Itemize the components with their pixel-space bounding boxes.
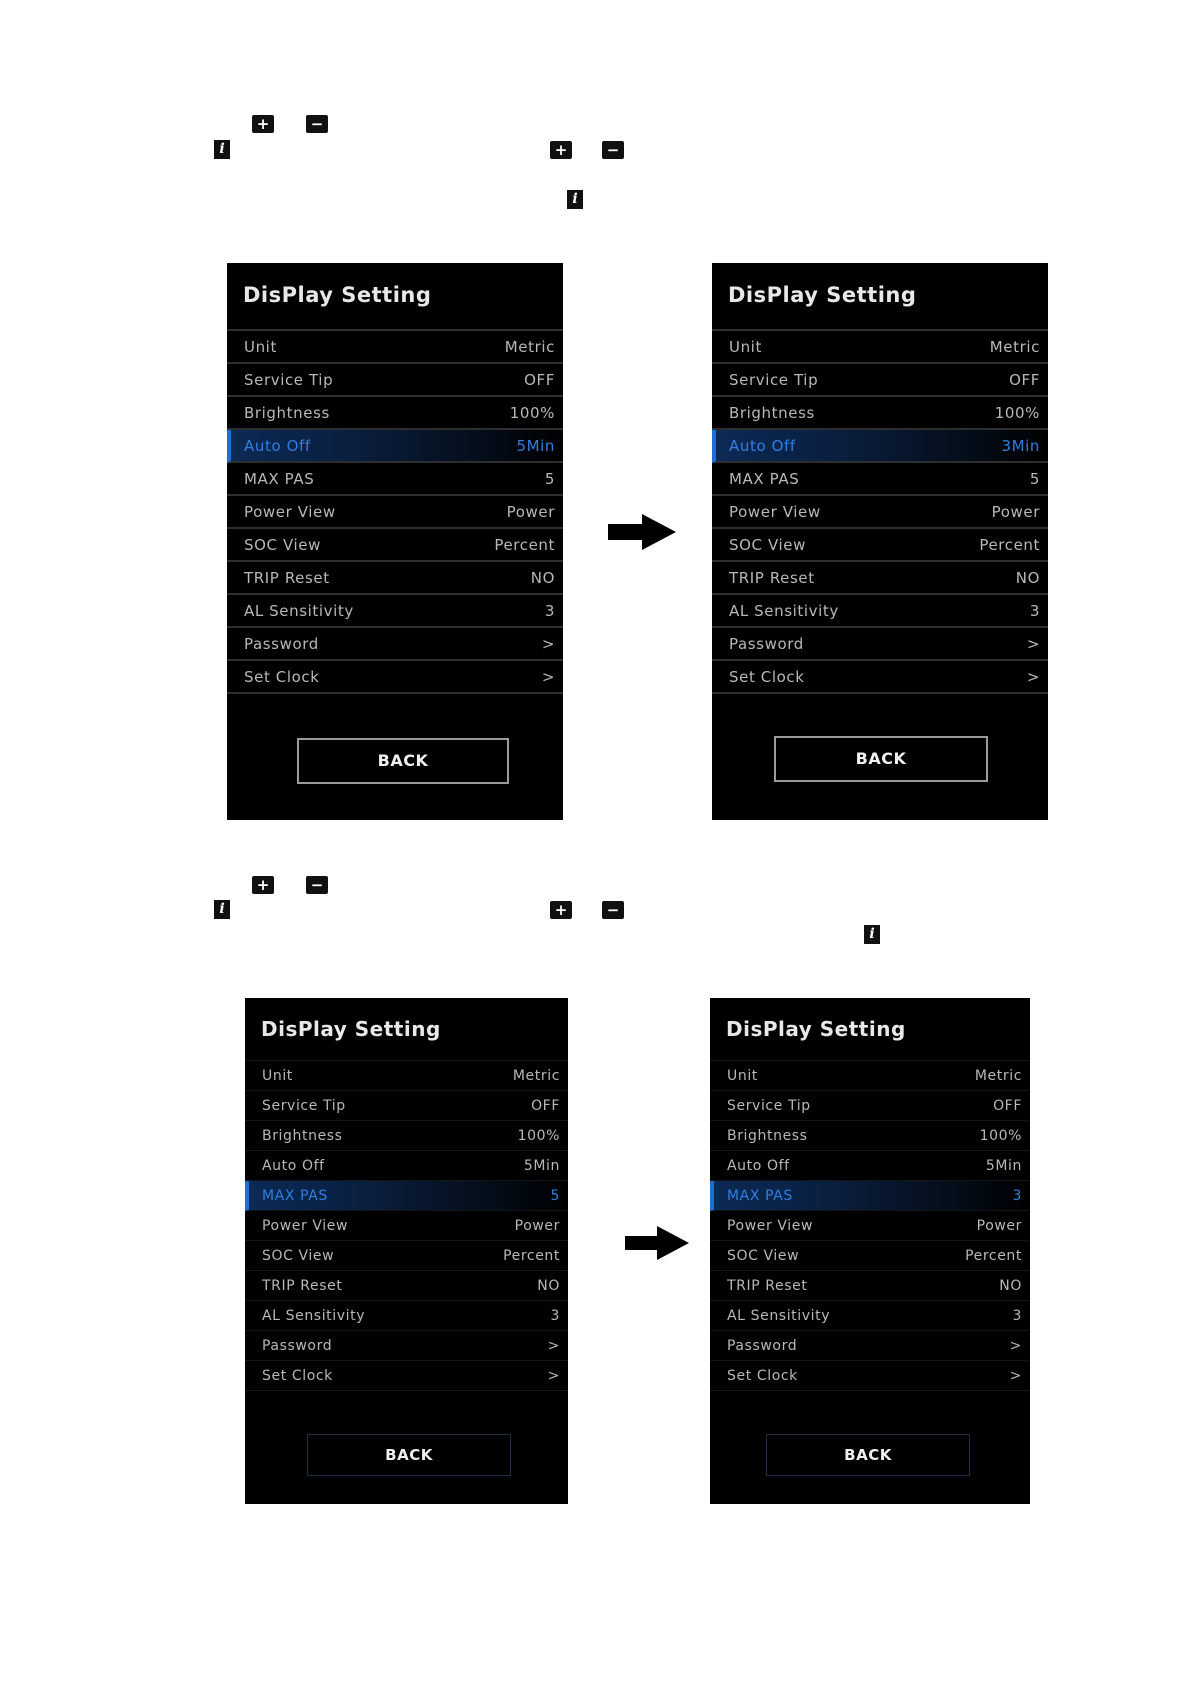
setting-row-soc-view[interactable]: SOC View Percent: [227, 529, 563, 562]
screen-title: DisPlay Setting: [726, 1017, 906, 1041]
display-setting-screen-top-after: [712, 263, 1048, 820]
setting-row-password[interactable]: Password >: [712, 628, 1048, 661]
setting-row-max-pas[interactable]: MAX PAS 3: [710, 1181, 1030, 1211]
screen-title: DisPlay Setting: [728, 283, 917, 307]
setting-row-trip-reset[interactable]: TRIP Reset NO: [712, 562, 1048, 595]
plus-button-icon: +: [252, 115, 274, 133]
setting-row-power-view[interactable]: Power View Power: [712, 496, 1048, 529]
setting-row-brightness[interactable]: Brightness 100%: [710, 1121, 1030, 1151]
setting-row-al-sensitivity[interactable]: AL Sensitivity 3: [227, 595, 563, 628]
minus-button-icon: −: [602, 901, 624, 919]
setting-row-service-tip[interactable]: Service Tip OFF: [712, 364, 1048, 397]
arrow-right-icon: [608, 512, 678, 552]
plus-button-icon: +: [550, 901, 572, 919]
setting-row-service-tip[interactable]: Service Tip OFF: [245, 1091, 568, 1121]
setting-row-unit[interactable]: Unit Metric: [245, 1061, 568, 1091]
back-button[interactable]: BACK: [766, 1434, 970, 1476]
setting-row-soc-view[interactable]: SOC View Percent: [710, 1241, 1030, 1271]
setting-row-trip-reset[interactable]: TRIP Reset NO: [245, 1271, 568, 1301]
setting-row-max-pas[interactable]: MAX PAS 5: [245, 1181, 568, 1211]
setting-row-password[interactable]: Password >: [245, 1331, 568, 1361]
info-button-icon: i: [214, 140, 230, 159]
setting-row-service-tip[interactable]: Service Tip OFF: [710, 1091, 1030, 1121]
minus-button-icon: −: [306, 115, 328, 133]
setting-row-unit[interactable]: Unit Metric: [227, 331, 563, 364]
setting-row-power-view[interactable]: Power View Power: [710, 1211, 1030, 1241]
setting-row-brightness[interactable]: Brightness 100%: [712, 397, 1048, 430]
plus-button-icon: +: [252, 876, 274, 894]
info-button-icon: i: [864, 925, 880, 944]
setting-row-password[interactable]: Password >: [227, 628, 563, 661]
setting-row-al-sensitivity[interactable]: AL Sensitivity 3: [712, 595, 1048, 628]
setting-row-trip-reset[interactable]: TRIP Reset NO: [227, 562, 563, 595]
setting-row-set-clock[interactable]: Set Clock >: [712, 661, 1048, 694]
back-button[interactable]: BACK: [307, 1434, 511, 1476]
setting-row-set-clock[interactable]: Set Clock >: [710, 1361, 1030, 1391]
display-setting-screen-top-before: [227, 263, 563, 820]
setting-row-set-clock[interactable]: Set Clock >: [245, 1361, 568, 1391]
setting-row-soc-view[interactable]: SOC View Percent: [712, 529, 1048, 562]
setting-row-soc-view[interactable]: SOC View Percent: [245, 1241, 568, 1271]
setting-row-brightness[interactable]: Brightness 100%: [245, 1121, 568, 1151]
setting-row-auto-off[interactable]: Auto Off 5Min: [245, 1151, 568, 1181]
screen-title: DisPlay Setting: [261, 1017, 441, 1041]
setting-row-set-clock[interactable]: Set Clock >: [227, 661, 563, 694]
setting-row-al-sensitivity[interactable]: AL Sensitivity 3: [710, 1301, 1030, 1331]
screen-title: DisPlay Setting: [243, 283, 432, 307]
setting-row-service-tip[interactable]: Service Tip OFF: [227, 364, 563, 397]
setting-row-max-pas[interactable]: MAX PAS 5: [712, 463, 1048, 496]
setting-row-al-sensitivity[interactable]: AL Sensitivity 3: [245, 1301, 568, 1331]
display-setting-screen-bottom-after: [710, 998, 1030, 1504]
setting-row-password[interactable]: Password >: [710, 1331, 1030, 1361]
back-button[interactable]: BACK: [774, 736, 988, 782]
minus-button-icon: −: [602, 141, 624, 159]
minus-button-icon: −: [306, 876, 328, 894]
setting-row-unit[interactable]: Unit Metric: [712, 331, 1048, 364]
display-setting-screen-bottom-before: [245, 998, 568, 1504]
info-button-icon: i: [567, 190, 583, 209]
setting-row-max-pas[interactable]: MAX PAS 5: [227, 463, 563, 496]
setting-row-power-view[interactable]: Power View Power: [245, 1211, 568, 1241]
setting-row-power-view[interactable]: Power View Power: [227, 496, 563, 529]
info-button-icon: i: [214, 900, 230, 919]
arrow-right-icon: [625, 1224, 691, 1262]
setting-row-trip-reset[interactable]: TRIP Reset NO: [710, 1271, 1030, 1301]
setting-row-brightness[interactable]: Brightness 100%: [227, 397, 563, 430]
setting-row-auto-off[interactable]: Auto Off 3Min: [712, 430, 1048, 463]
setting-row-auto-off[interactable]: Auto Off 5Min: [227, 430, 563, 463]
setting-row-unit[interactable]: Unit Metric: [710, 1061, 1030, 1091]
plus-button-icon: +: [550, 141, 572, 159]
setting-row-auto-off[interactable]: Auto Off 5Min: [710, 1151, 1030, 1181]
back-button[interactable]: BACK: [297, 738, 509, 784]
